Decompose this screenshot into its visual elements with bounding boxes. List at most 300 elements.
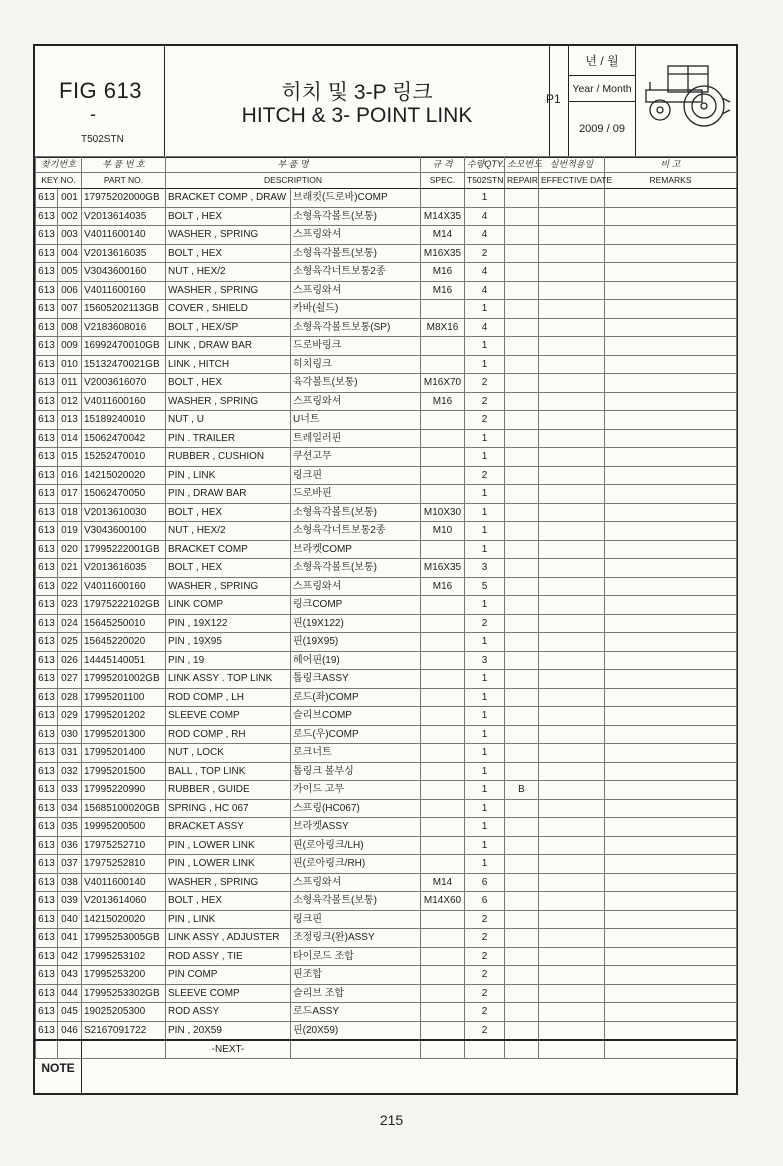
remarks — [605, 466, 737, 485]
key-group: 613 — [36, 485, 58, 504]
repair — [505, 226, 539, 245]
parts-sheet — [33, 44, 738, 1095]
col-key: KEY NO. — [36, 173, 82, 189]
effective-date — [539, 984, 605, 1003]
table-row — [36, 337, 737, 356]
effective-date — [539, 207, 605, 226]
repair — [505, 244, 539, 263]
remarks — [605, 207, 737, 226]
part-number: V4011600140 — [82, 226, 166, 245]
model-label: T502STN — [81, 134, 124, 145]
part-number: 19995200500 — [82, 818, 166, 837]
key-number: 037 — [58, 855, 82, 874]
issue-date: 2009 / 09 — [579, 123, 625, 135]
key-number: 035 — [58, 818, 82, 837]
description-ko: 소형육각볼트(보통) — [291, 559, 421, 578]
description-ko: 로드(우)COMP — [291, 725, 421, 744]
description-en: BOLT , HEX — [166, 207, 291, 226]
table-row — [36, 707, 737, 726]
effective-date — [539, 910, 605, 929]
description-ko: 브라켓ASSY — [291, 818, 421, 837]
part-number: 16992470010GB — [82, 337, 166, 356]
sheet-header — [35, 46, 736, 158]
col-remarks: REMARKS — [605, 173, 737, 189]
repair — [505, 392, 539, 411]
quantity: 1 — [465, 818, 505, 837]
effective-date — [539, 189, 605, 208]
description-en: SPRING , HC 067 — [166, 799, 291, 818]
description-ko: 소형육각볼트(보통) — [291, 207, 421, 226]
key-number: 004 — [58, 244, 82, 263]
key-group: 613 — [36, 873, 58, 892]
part-number: S2167091722 — [82, 1021, 166, 1040]
table-row — [36, 799, 737, 818]
key-number: 003 — [58, 226, 82, 245]
description-en: PIN , LOWER LINK — [166, 855, 291, 874]
table-row — [36, 892, 737, 911]
description-ko: 핀(19X95) — [291, 633, 421, 652]
table-row — [36, 374, 737, 393]
description-ko: 소형육각볼트(보통) — [291, 503, 421, 522]
remarks — [605, 910, 737, 929]
remarks — [605, 522, 737, 541]
description-ko: 핀조합 — [291, 966, 421, 985]
page-cell — [546, 46, 568, 156]
key-number: 013 — [58, 411, 82, 430]
quantity: 2 — [465, 374, 505, 393]
key-number: 005 — [58, 263, 82, 282]
part-number: 17995253200 — [82, 966, 166, 985]
part-number: V3043600160 — [82, 263, 166, 282]
remarks — [605, 411, 737, 430]
spec: M16 — [421, 281, 465, 300]
effective-date — [539, 1021, 605, 1040]
repair — [505, 522, 539, 541]
description-ko: 타이로드 조합 — [291, 947, 421, 966]
repair — [505, 559, 539, 578]
key-group: 613 — [36, 374, 58, 393]
page-label: P1 — [546, 92, 561, 106]
effective-date — [539, 577, 605, 596]
part-number: 14215020020 — [82, 466, 166, 485]
quantity: 1 — [465, 836, 505, 855]
table-row — [36, 300, 737, 319]
key-number: 029 — [58, 707, 82, 726]
part-number: 14215020020 — [82, 910, 166, 929]
description-en: PIN , 19X122 — [166, 614, 291, 633]
description-en: COVER , SHIELD — [166, 300, 291, 319]
description-en: ROD COMP , LH — [166, 688, 291, 707]
part-number: V4011600140 — [82, 873, 166, 892]
repair — [505, 873, 539, 892]
remarks — [605, 947, 737, 966]
description-en: BRACKET ASSY — [166, 818, 291, 837]
year-month-label: Year / Month — [569, 76, 635, 102]
key-number: 021 — [58, 559, 82, 578]
table-row — [36, 392, 737, 411]
remarks — [605, 300, 737, 319]
table-row — [36, 725, 737, 744]
remarks — [605, 614, 737, 633]
key-number: 031 — [58, 744, 82, 763]
spec — [421, 300, 465, 319]
part-number: 17995201500 — [82, 762, 166, 781]
table-row — [36, 873, 737, 892]
description-ko: 링크핀 — [291, 466, 421, 485]
remarks — [605, 762, 737, 781]
spec: M14 — [421, 226, 465, 245]
quantity: 2 — [465, 966, 505, 985]
spec — [421, 966, 465, 985]
key-number: 039 — [58, 892, 82, 911]
part-number: V2013614035 — [82, 207, 166, 226]
remarks — [605, 1003, 737, 1022]
spec: M10 — [421, 522, 465, 541]
part-number: 17995201400 — [82, 744, 166, 763]
spec — [421, 1021, 465, 1040]
remarks — [605, 485, 737, 504]
spec: M16X70 — [421, 374, 465, 393]
table-row — [36, 1003, 737, 1022]
quantity: 1 — [465, 855, 505, 874]
description-ko: 로드ASSY — [291, 1003, 421, 1022]
key-group: 613 — [36, 559, 58, 578]
spec — [421, 596, 465, 615]
key-number: 014 — [58, 429, 82, 448]
description-en: BOLT , HEX — [166, 244, 291, 263]
key-number: 040 — [58, 910, 82, 929]
description-ko: 슬리브 조합 — [291, 984, 421, 1003]
description-en: ROD ASSY , TIE — [166, 947, 291, 966]
repair — [505, 318, 539, 337]
part-number: 15062470042 — [82, 429, 166, 448]
repair — [505, 910, 539, 929]
description-en: LINK , HITCH — [166, 355, 291, 374]
description-ko: 스프링와셔 — [291, 873, 421, 892]
table-row — [36, 448, 737, 467]
description-en: PIN . TRAILER — [166, 429, 291, 448]
key-group: 613 — [36, 429, 58, 448]
effective-date — [539, 392, 605, 411]
quantity: 1 — [465, 670, 505, 689]
table-row — [36, 189, 737, 208]
description-en: BOLT , HEX/SP — [166, 318, 291, 337]
part-number: 17995201300 — [82, 725, 166, 744]
table-row — [36, 540, 737, 559]
key-number: 028 — [58, 688, 82, 707]
repair — [505, 1003, 539, 1022]
remarks — [605, 836, 737, 855]
spec — [421, 929, 465, 948]
part-number: 17995253102 — [82, 947, 166, 966]
description-en: WASHER , SPRING — [166, 577, 291, 596]
part-number: V2003616070 — [82, 374, 166, 393]
spec — [421, 540, 465, 559]
description-ko: 쿠션고무 — [291, 448, 421, 467]
remarks — [605, 559, 737, 578]
part-number: 17975222102GB — [82, 596, 166, 615]
table-row — [36, 466, 737, 485]
spec: M14X35 — [421, 207, 465, 226]
tractor-icon — [640, 62, 732, 132]
key-number: 015 — [58, 448, 82, 467]
remarks — [605, 596, 737, 615]
repair — [505, 577, 539, 596]
parts-rows — [36, 189, 737, 1040]
part-number: V2013616035 — [82, 244, 166, 263]
key-number: 044 — [58, 984, 82, 1003]
parts-table — [35, 156, 737, 1059]
part-number: V4011600160 — [82, 281, 166, 300]
key-number: 007 — [58, 300, 82, 319]
spec — [421, 614, 465, 633]
remarks — [605, 1021, 737, 1040]
repair — [505, 688, 539, 707]
remarks — [605, 855, 737, 874]
quantity: 2 — [465, 244, 505, 263]
description-ko: 스프링와셔 — [291, 281, 421, 300]
key-number: 024 — [58, 614, 82, 633]
repair — [505, 947, 539, 966]
repair — [505, 596, 539, 615]
description-en: BRACKET COMP , DRAW — [166, 189, 291, 208]
note-label: NOTE — [35, 1041, 82, 1095]
table-row — [36, 263, 737, 282]
key-group: 613 — [36, 892, 58, 911]
table-row — [36, 633, 737, 652]
remarks — [605, 707, 737, 726]
col-date: EFFECTIVE DATE — [539, 173, 605, 189]
key-group: 613 — [36, 984, 58, 1003]
col-qty: T502STN — [465, 173, 505, 189]
effective-date — [539, 966, 605, 985]
description-en: PIN , 19X95 — [166, 633, 291, 652]
spec: M16 — [421, 577, 465, 596]
description-en: PIN , 19 — [166, 651, 291, 670]
description-en: RUBBER , GUIDE — [166, 781, 291, 800]
description-ko: 스프링와셔 — [291, 577, 421, 596]
key-group: 613 — [36, 855, 58, 874]
quantity: 2 — [465, 1003, 505, 1022]
title-cell — [165, 46, 550, 156]
key-number: 017 — [58, 485, 82, 504]
part-number: V2013614060 — [82, 892, 166, 911]
quantity: 2 — [465, 392, 505, 411]
description-ko: 핀(19X122) — [291, 614, 421, 633]
part-number: V2013616035 — [82, 559, 166, 578]
spec — [421, 1003, 465, 1022]
quantity: 2 — [465, 947, 505, 966]
effective-date — [539, 744, 605, 763]
quantity: 5 — [465, 577, 505, 596]
tractor-icon-cell — [636, 46, 736, 156]
table-row — [36, 559, 737, 578]
description-en: WASHER , SPRING — [166, 226, 291, 245]
remarks — [605, 688, 737, 707]
effective-date — [539, 670, 605, 689]
repair — [505, 263, 539, 282]
remarks — [605, 448, 737, 467]
key-number: 036 — [58, 836, 82, 855]
repair — [505, 466, 539, 485]
effective-date — [539, 855, 605, 874]
key-group: 613 — [36, 263, 58, 282]
key-number: 001 — [58, 189, 82, 208]
remarks — [605, 540, 737, 559]
spec — [421, 910, 465, 929]
quantity: 1 — [465, 448, 505, 467]
description-ko: 소형육각볼트(보통) — [291, 244, 421, 263]
description-en: WASHER , SPRING — [166, 873, 291, 892]
table-row — [36, 688, 737, 707]
effective-date — [539, 540, 605, 559]
effective-date — [539, 337, 605, 356]
col-repair-ko: 소모번도 — [505, 157, 539, 173]
spec — [421, 836, 465, 855]
remarks — [605, 892, 737, 911]
year-month-korean: 년 / 월 — [569, 46, 635, 76]
key-number: 032 — [58, 762, 82, 781]
part-number: V4011600160 — [82, 577, 166, 596]
table-row — [36, 355, 737, 374]
repair — [505, 929, 539, 948]
key-number: 022 — [58, 577, 82, 596]
description-ko: 로크너트 — [291, 744, 421, 763]
part-number: 17995201002GB — [82, 670, 166, 689]
part-number: 15189240010 — [82, 411, 166, 430]
quantity: 1 — [465, 429, 505, 448]
description-en: BOLT , HEX — [166, 559, 291, 578]
key-group: 613 — [36, 411, 58, 430]
spec — [421, 355, 465, 374]
key-group: 613 — [36, 799, 58, 818]
key-group: 613 — [36, 540, 58, 559]
key-group: 613 — [36, 614, 58, 633]
spec — [421, 651, 465, 670]
key-group: 613 — [36, 818, 58, 837]
effective-date — [539, 263, 605, 282]
key-group: 613 — [36, 189, 58, 208]
repair — [505, 485, 539, 504]
description-en: BOLT , HEX — [166, 503, 291, 522]
quantity: 1 — [465, 596, 505, 615]
description-en: ROD ASSY — [166, 1003, 291, 1022]
key-number: 019 — [58, 522, 82, 541]
key-group: 613 — [36, 1003, 58, 1022]
key-number: 023 — [58, 596, 82, 615]
effective-date — [539, 892, 605, 911]
effective-date — [539, 485, 605, 504]
quantity: 1 — [465, 355, 505, 374]
description-en: ROD COMP , RH — [166, 725, 291, 744]
quantity: 2 — [465, 984, 505, 1003]
description-ko: 브라켓COMP — [291, 540, 421, 559]
table-row — [36, 244, 737, 263]
spec: M10X30 — [421, 503, 465, 522]
repair: B — [505, 781, 539, 800]
table-row — [36, 818, 737, 837]
table-row — [36, 226, 737, 245]
effective-date — [539, 614, 605, 633]
remarks — [605, 263, 737, 282]
repair — [505, 633, 539, 652]
remarks — [605, 189, 737, 208]
repair — [505, 281, 539, 300]
key-group: 613 — [36, 781, 58, 800]
part-number: 15685100020GB — [82, 799, 166, 818]
repair — [505, 614, 539, 633]
remarks — [605, 873, 737, 892]
table-row — [36, 522, 737, 541]
repair — [505, 855, 539, 874]
key-group: 613 — [36, 318, 58, 337]
remarks — [605, 355, 737, 374]
key-number: 018 — [58, 503, 82, 522]
effective-date — [539, 318, 605, 337]
table-row — [36, 947, 737, 966]
description-en: NUT , U — [166, 411, 291, 430]
quantity: 1 — [465, 540, 505, 559]
table-row — [36, 577, 737, 596]
quantity: 1 — [465, 725, 505, 744]
description-ko: 톱링크 볼부싱 — [291, 762, 421, 781]
quantity: 1 — [465, 337, 505, 356]
spec: M14 — [421, 873, 465, 892]
effective-date — [539, 781, 605, 800]
effective-date — [539, 374, 605, 393]
description-en: LINK ASSY . TOP LINK — [166, 670, 291, 689]
part-number: V4011600160 — [82, 392, 166, 411]
description-ko: 소형육각너트보통2종 — [291, 263, 421, 282]
spec — [421, 855, 465, 874]
key-number: 033 — [58, 781, 82, 800]
spec — [421, 411, 465, 430]
remarks — [605, 244, 737, 263]
spec — [421, 725, 465, 744]
description-ko: 스프링(HC067) — [291, 799, 421, 818]
table-row — [36, 929, 737, 948]
effective-date — [539, 596, 605, 615]
spec — [421, 947, 465, 966]
effective-date — [539, 707, 605, 726]
description-en: BOLT , HEX — [166, 374, 291, 393]
part-number: V3043600100 — [82, 522, 166, 541]
key-group: 613 — [36, 337, 58, 356]
spec — [421, 762, 465, 781]
part-number: 14445140051 — [82, 651, 166, 670]
table-row — [36, 836, 737, 855]
table-row — [36, 984, 737, 1003]
key-group: 613 — [36, 707, 58, 726]
key-group: 613 — [36, 633, 58, 652]
quantity: 4 — [465, 226, 505, 245]
spec — [421, 448, 465, 467]
effective-date — [539, 355, 605, 374]
description-ko: 로드(좌)COMP — [291, 688, 421, 707]
key-number: 008 — [58, 318, 82, 337]
description-ko: 스프링와셔 — [291, 226, 421, 245]
table-row — [36, 781, 737, 800]
table-row — [36, 429, 737, 448]
key-number: 043 — [58, 966, 82, 985]
quantity: 4 — [465, 263, 505, 282]
quantity: 3 — [465, 651, 505, 670]
remarks — [605, 633, 737, 652]
description-ko: 히치링크 — [291, 355, 421, 374]
key-group: 613 — [36, 910, 58, 929]
repair — [505, 707, 539, 726]
repair — [505, 374, 539, 393]
